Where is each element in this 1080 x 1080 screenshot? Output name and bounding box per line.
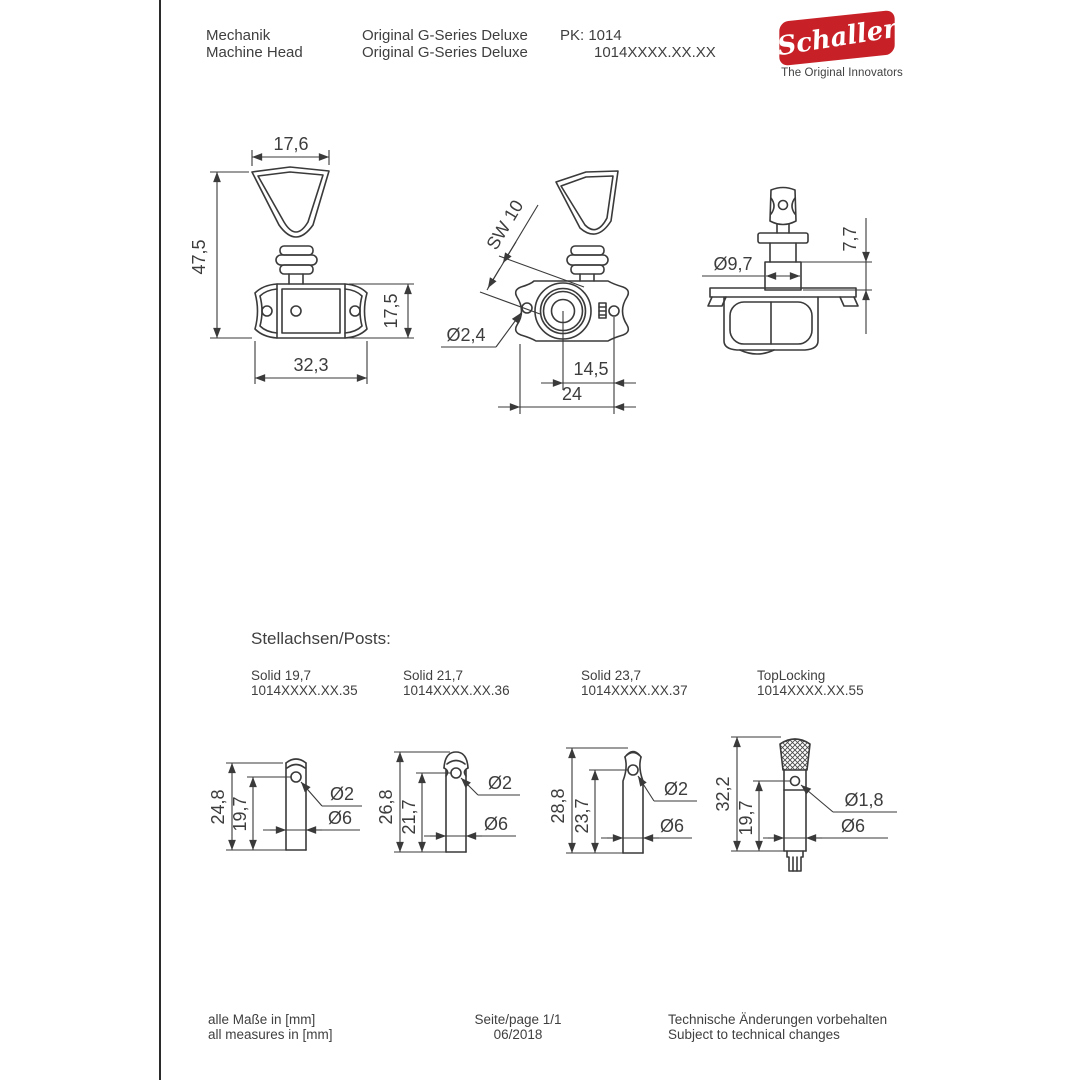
front-view-part xyxy=(252,167,367,338)
dim-post3-overall: 28,8 xyxy=(548,788,568,824)
dim-wrench-size: SW 10 xyxy=(482,196,528,254)
dim-hole-spacing: 14,5 xyxy=(573,359,609,379)
post-solid-19-7-dims xyxy=(208,763,362,850)
article-number: 1014XXXX.XX.XX xyxy=(594,44,716,61)
pk-number: PK: 1014 xyxy=(560,27,622,44)
variant-name: Solid 21,7 xyxy=(403,668,464,683)
variant-name: TopLocking xyxy=(757,668,826,683)
dim-post1-to-hole: 19,7 xyxy=(230,796,250,832)
variant-article: 1014XXXX.XX.36 xyxy=(403,683,510,698)
variant-article: 1014XXXX.XX.35 xyxy=(251,683,358,698)
dim-pin-hole-dia: Ø2,4 xyxy=(446,325,486,345)
front-view-dims xyxy=(189,134,414,384)
dim-post2-dia: Ø6 xyxy=(483,814,509,834)
dim-plate-width: 32,3 xyxy=(293,355,329,375)
revision-date: 06/2018 xyxy=(493,1027,543,1042)
dim-post2-hole-dia: Ø2 xyxy=(487,773,513,793)
units-en: all measures in [mm] xyxy=(208,1027,333,1042)
dim-post3-dia: Ø6 xyxy=(659,816,685,836)
dim-post1-hole-dia: Ø2 xyxy=(329,784,355,804)
dim-overall-height: 47,5 xyxy=(189,239,209,275)
variant-name: Solid 19,7 xyxy=(251,668,312,683)
dim-post3-to-hole: 23,7 xyxy=(572,798,592,834)
series-de: Original G-Series Deluxe xyxy=(362,27,528,44)
dim-post1-dia: Ø6 xyxy=(327,808,353,828)
dim-post4-dia: Ø6 xyxy=(840,816,866,836)
units-de: alle Maße in [mm] xyxy=(208,1012,316,1027)
dim-post2-to-hole: 21,7 xyxy=(399,799,419,835)
dim-post1-overall: 24,8 xyxy=(208,789,228,825)
variant-article: 1014XXXX.XX.55 xyxy=(757,683,864,698)
bottom-view-part xyxy=(516,171,629,341)
dim-post2-overall: 26,8 xyxy=(376,789,396,825)
posts-section-title: Stellachsen/Posts: xyxy=(251,629,391,648)
brand-tagline: The Original Innovators xyxy=(781,67,903,79)
dim-post4-overall: 32,2 xyxy=(713,776,733,812)
post-solid-21-7-part xyxy=(444,752,468,852)
field-label-en: Machine Head xyxy=(206,44,303,61)
dim-button-width: 17,6 xyxy=(273,134,309,154)
notice-en: Subject to technical changes xyxy=(668,1027,840,1042)
dim-plate-height: 17,5 xyxy=(381,293,401,329)
dim-bushing-dia: Ø9,7 xyxy=(713,254,753,274)
post-solid-21-7-dims xyxy=(376,752,520,852)
variant-name: Solid 23,7 xyxy=(581,668,642,683)
field-label-de: Mechanik xyxy=(206,27,271,44)
post-solid-19-7-part xyxy=(286,759,306,850)
dim-bushing-height: 7,7 xyxy=(840,226,860,252)
page-number: Seite/page 1/1 xyxy=(474,1012,562,1027)
dim-post4-hole-dia: Ø1,8 xyxy=(844,790,884,810)
variant-article: 1014XXXX.XX.37 xyxy=(581,683,688,698)
notice-de: Technische Änderungen vorbehalten xyxy=(668,1012,888,1027)
dim-post3-hole-dia: Ø2 xyxy=(663,779,689,799)
side-view-dims xyxy=(702,218,872,334)
series-en: Original G-Series Deluxe xyxy=(362,44,528,61)
dim-housing-width: 24 xyxy=(561,384,583,404)
brand-name: Schaller xyxy=(775,13,899,63)
dim-post4-to-hole: 19,7 xyxy=(736,800,756,836)
